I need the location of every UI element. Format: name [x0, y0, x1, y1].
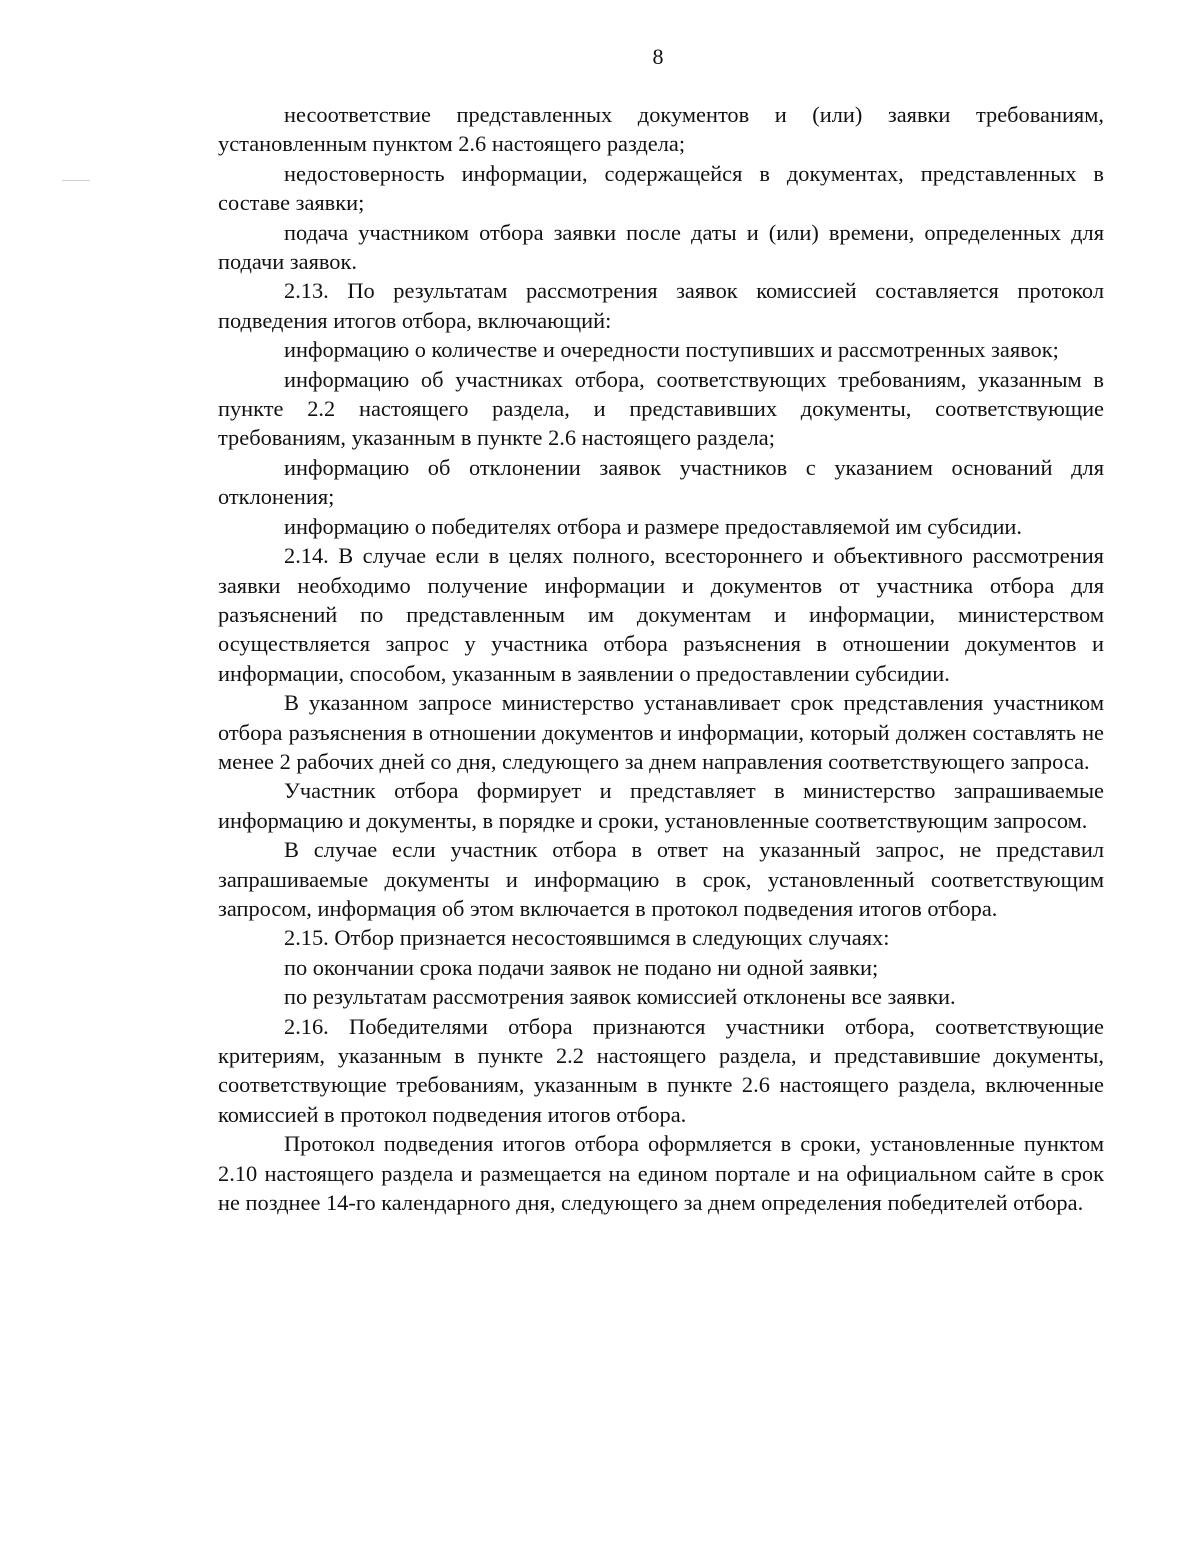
paragraph-late-submission: подача участником отбора заявки после даты и (или) времени, определенных для подачи заявок. — [218, 219, 1104, 275]
paragraph-info-quantity: информацию о количестве и очередности поступивших и рассмотренных заявок; — [284, 337, 1059, 363]
paragraph-2-16: 2.16. Победителями отбора признаются участники отбора, соответствующие критериям, указанным в пункте 2.2 настоящего раздела, и представившие документы, соответствующие требованиям, указанным в пункте 2.6 настоящего раздела, включенные комиссией в протокол подведения итогов отбора. — [218, 1013, 1104, 1127]
paragraph-no-applications: по окончании срока подачи заявок не подано ни одной заявки; — [284, 954, 879, 980]
paragraph-mismatch-requirements: несоответствие представленных документов и (или) заявки требованиям, установленным пунктом 2.6 настоящего раздела; — [218, 102, 1104, 157]
paragraph-2-13: 2.13. По результатам рассмотрения заявок комиссией составляется протокол подведения итогов отбора, включающий: — [218, 278, 1104, 333]
paragraph-participant-response: Участник отбора формирует и представляет в министерство запрашиваемые информацию и документы, в порядке и сроки, установленные соответствующим запросом. — [218, 778, 1104, 833]
body-text — [218, 100, 1104, 1217]
paragraph-info-winners: информацию о победителях отбора и размере предоставляемой им субсидии. — [284, 513, 1023, 539]
page-number: 8 — [652, 44, 664, 69]
paragraph-protocol-publication: Протокол подведения итогов отбора оформляется в сроки, установленные пунктом 2.10 настоящего раздела и размещается на едином портале и на официальном сайте в срок не позднее 14-го календарного дня, следующего за днем определения победителей отбора. — [218, 1131, 1104, 1216]
paragraph-unreliable-info: недостоверность информации, содержащейся в документах, представленных в составе заявки; — [218, 160, 1104, 216]
paragraph-info-rejection: информацию об отклонении заявок участников с указанием оснований для отклонения; — [218, 454, 1104, 510]
scan-edge-mark — [62, 180, 90, 181]
paragraph-no-response: В случае если участник отбора в ответ на указанный запрос, не представил запрашиваемые документы и информацию в срок, установленный соответствующим запросом, информация об этом включается в протокол подведения итогов отбора. — [218, 837, 1104, 921]
paragraph-request-deadline: В указанном запросе министерство устанавливает срок представления участником отбора разъяснения в отношении документов и информации, который должен составлять не менее 2 рабочих дней со дня, следующего за днем направления соответствующего запроса. — [218, 690, 1104, 774]
paragraph-all-rejected: по результатам рассмотрения заявок комиссией отклонены все заявки. — [284, 984, 956, 1010]
paragraph-2-15: 2.15. Отбор признается несостоявшимся в следующих случаях: — [284, 925, 890, 951]
paragraph-2-14: 2.14. В случае если в целях полного, всестороннего и объективного рассмотрения заявки необходимо получение информации и документов от участника отбора для разъяснений по представленным им документам и информации, министерством осуществляется запрос у участника отбора разъяснения в отношении документов и информации, способом, указанным в заявлении о предоставлении субсидии. — [218, 543, 1104, 686]
paragraph-info-participants: информацию об участниках отбора, соответствующих требованиям, указанным в пункте 2.2 настоящего раздела, и представивших документы, соответствующие требованиям, указанным в пункте 2.6 настоящего раздела; — [218, 366, 1104, 451]
